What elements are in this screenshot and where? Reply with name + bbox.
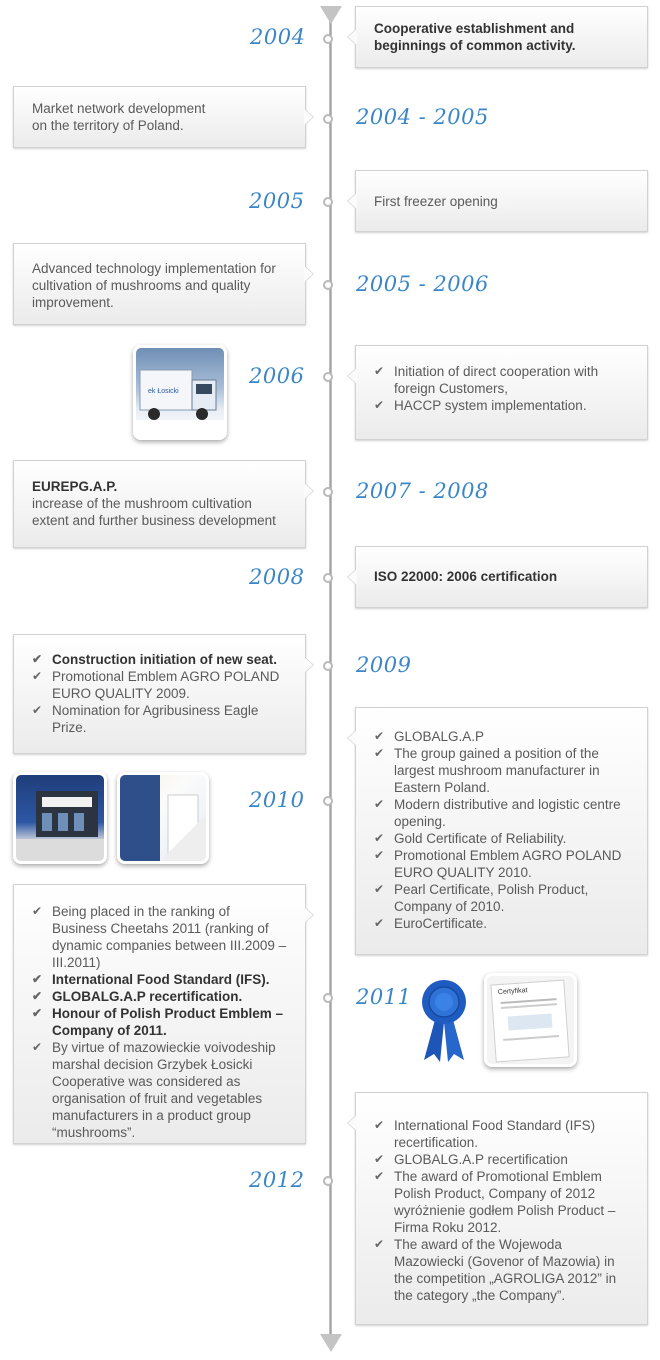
- entry-2006-list: [374, 363, 629, 414]
- list-item: ✔ Gold Certificate of Reliability.: [374, 830, 629, 847]
- certificate-sheet: [490, 980, 569, 1063]
- timeline-dot: [323, 1176, 333, 1186]
- entry-2008-text: ISO 22000: 2006 certification: [374, 569, 558, 584]
- list-item: ✔ GLOBALG.A.P recertification.: [32, 988, 287, 1005]
- list-item: ✔ Nomination for Agribusiness Eagle Prize.: [32, 702, 287, 736]
- timeline-bottom-arrow-icon: [320, 1334, 342, 1352]
- timeline-dot: [323, 280, 333, 290]
- entry-2005: [355, 170, 648, 232]
- entry-2007-2008: [13, 460, 306, 548]
- year-label-2010: 2010: [249, 788, 305, 812]
- year-label-2005: 2005: [249, 189, 305, 213]
- year-label-2008: 2008: [249, 565, 305, 589]
- certificate-line: [501, 1003, 557, 1009]
- list-item: ✔ EuroCertificate.: [374, 915, 629, 932]
- year-label-2009: 2009: [356, 653, 412, 677]
- entry-2009-list: [32, 651, 287, 736]
- timeline-dot: [323, 372, 333, 382]
- entry-2006: [355, 345, 648, 440]
- list-item: ✔ By virtue of mazowieckie voivodeship marshal decision Grzybek Łosicki Cooperative was considered as organisation of fruit and vegetables manufacturers in a product group “mushrooms”.: [32, 1039, 287, 1141]
- list-item: ✔ International Food Standard (IFS) recertification.: [374, 1117, 629, 1151]
- svg-text:ek Łosicki: ek Łosicki: [148, 388, 179, 395]
- certificate-title: Certyfikat: [497, 987, 528, 997]
- timeline-dot: [323, 796, 333, 806]
- entry-2012-list: [374, 1117, 629, 1304]
- list-item: ✔ Initiation of direct cooperation with foreign Customers,: [374, 363, 629, 397]
- building-photo: [13, 772, 107, 864]
- certificate-photo: [484, 973, 577, 1067]
- entry-2008: [355, 546, 648, 608]
- year-label-2004-2005: 2004 - 2005: [356, 105, 489, 129]
- list-item: ✔ The group gained a position of the largest mushroom manufacturer in Eastern Poland.: [374, 745, 629, 796]
- year-label-2004: 2004: [250, 25, 306, 49]
- entry-2005-2006: [13, 243, 306, 325]
- list-item: ✔ International Food Standard (IFS).: [32, 971, 287, 988]
- entry-2009: [13, 634, 306, 754]
- entry-2011-list: [32, 903, 287, 1141]
- list-item: ✔ The award of the Wojewoda Mazowiecki (Govenor of Mazowia) in the competition „AGROLIGA 2012” in the category „the Company”.: [374, 1236, 629, 1304]
- timeline-dot: [323, 487, 333, 497]
- timeline-dot: [323, 114, 333, 124]
- entry-2012: [355, 1092, 648, 1325]
- interior-photo: [117, 772, 209, 864]
- entry-2005-text: First freezer opening: [374, 194, 498, 209]
- award-rosette-icon: [418, 978, 470, 1064]
- certificate-block: [508, 1013, 553, 1030]
- timeline-dot: [323, 197, 333, 207]
- list-item: ✔ GLOBALG.A.P recertification: [374, 1151, 629, 1168]
- entry-2004-2005-text: Market network development on the territory of Poland.: [32, 101, 206, 133]
- timeline-top-arrow-icon: [320, 6, 342, 24]
- list-item: ✔ Promotional Emblem AGRO POLAND EURO QUALITY 2010.: [374, 847, 629, 881]
- list-item: ✔ The award of Promotional Emblem Polish Product, Company of 2012 wyróżnienie godłem Polish Product – Firma Roku 2012.: [374, 1168, 629, 1236]
- certificate-line: [503, 1035, 559, 1041]
- entry-2005-2006-text: Advanced technology implementation for cultivation of mushrooms and quality improvement.: [32, 261, 276, 310]
- list-item: ✔ Being placed in the ranking of Business Cheetahs 2011 (ranking of dynamic companies between III.2009 – III.2011): [32, 903, 287, 971]
- entry-2004: [355, 6, 648, 68]
- entry-2010-list: [374, 728, 629, 932]
- list-item: ✔ Pearl Certificate, Polish Product, Company of 2010.: [374, 881, 629, 915]
- year-label-2007-2008: 2007 - 2008: [356, 479, 489, 503]
- timeline-dot: [323, 993, 333, 1003]
- timeline-dot: [323, 573, 333, 583]
- year-label-2006: 2006: [249, 364, 305, 388]
- list-item: ✔ Modern distributive and logistic centre opening.: [374, 796, 629, 830]
- entry-2007-2008-title: EUREPG.A.P.: [32, 479, 118, 494]
- timeline-dot: [323, 661, 333, 671]
- entry-2011: [13, 884, 306, 1144]
- list-item: ✔ Construction initiation of new seat.: [32, 651, 287, 668]
- entry-2004-text: Cooperative establishment and beginnings of common activity.: [374, 21, 576, 53]
- list-item: ✔ GLOBALG.A.P: [374, 728, 629, 745]
- list-item: ✔ Honour of Polish Product Emblem – Company of 2011.: [32, 1005, 287, 1039]
- year-label-2012: 2012: [249, 1168, 305, 1192]
- entry-2007-2008-text: increase of the mushroom cultivation extent and further business development: [32, 496, 276, 528]
- entry-2010: [355, 707, 648, 955]
- truck-photo: [133, 345, 227, 440]
- year-label-2011: 2011: [356, 985, 412, 1009]
- timeline-dot: [323, 34, 333, 44]
- timeline-line: [329, 20, 332, 1342]
- year-label-2005-2006: 2005 - 2006: [356, 272, 489, 296]
- list-item: ✔ Promotional Emblem AGRO POLAND EURO QUALITY 2009.: [32, 668, 287, 702]
- list-item: ✔ HACCP system implementation.: [374, 397, 629, 414]
- entry-2004-2005: [13, 86, 306, 148]
